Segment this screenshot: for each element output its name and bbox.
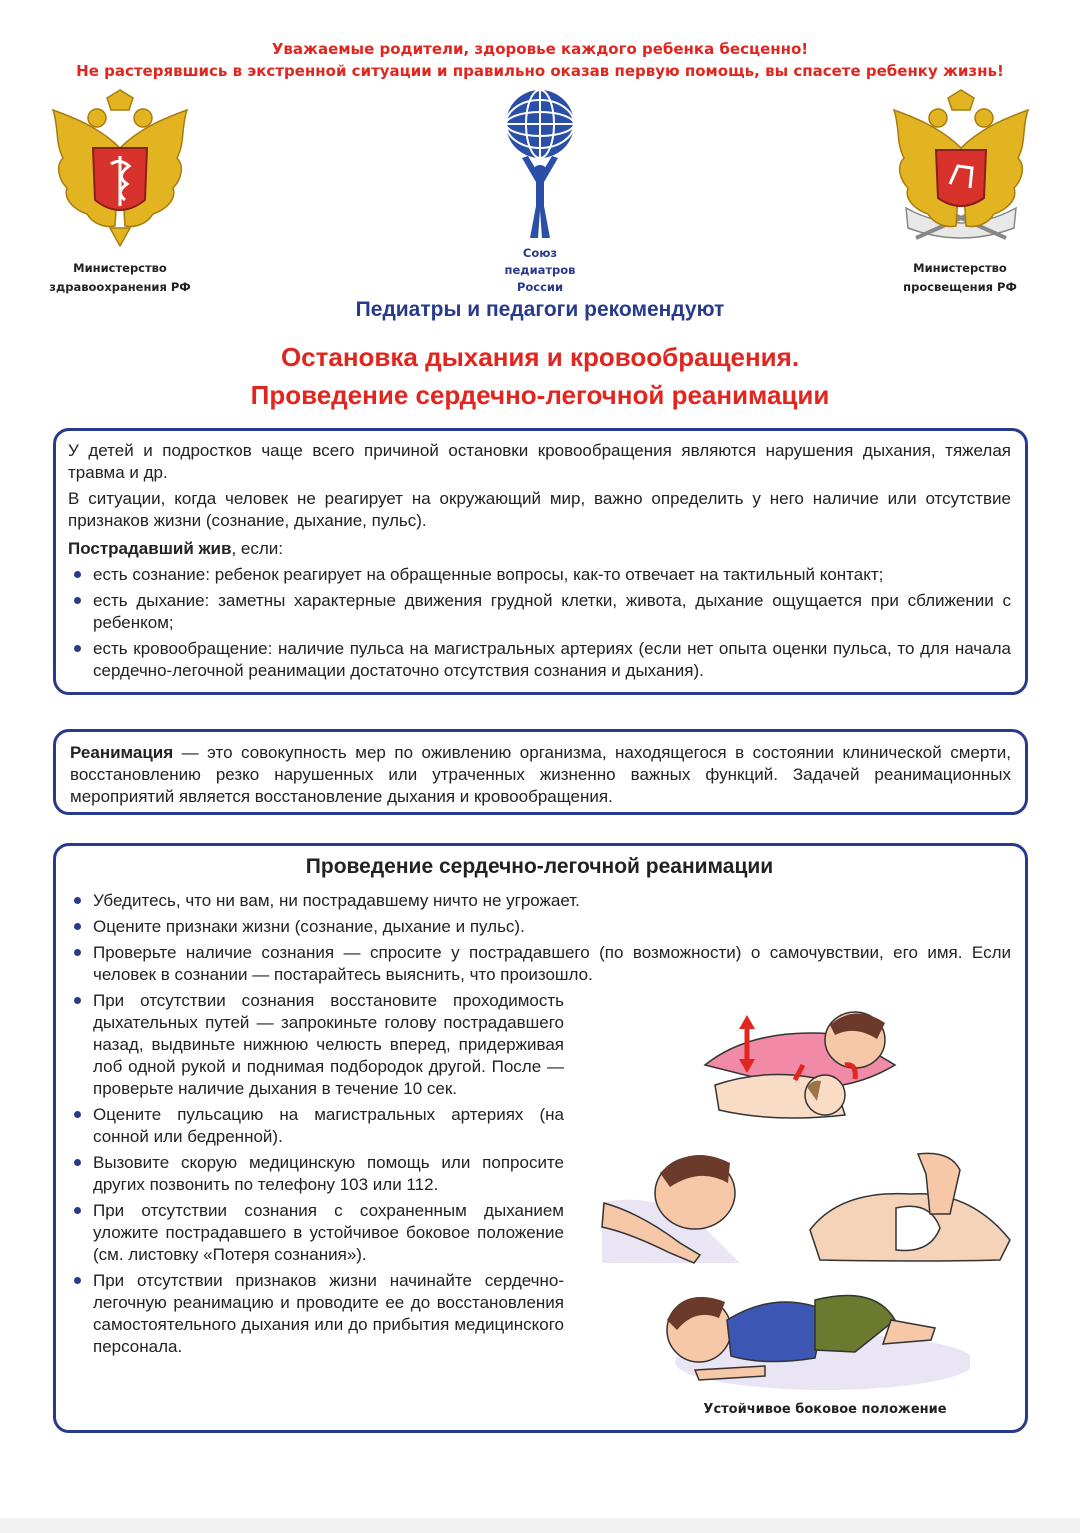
union-line1: Союз <box>522 246 558 260</box>
narrow-list <box>68 990 564 1358</box>
notice-line-1: Уважаемые родители, здоровье каждого ребенка бесценно! <box>271 40 809 58</box>
definition-paragraph <box>70 742 1011 808</box>
list-item: Убедитесь, что ни вам, ни пострадавшему ничто не угрожает. <box>68 890 1011 912</box>
list-item: При отсутствии признаков жизни начинайте сердечно-легочную реанимацию и проводите ее до восстановления самостоятельного дыхания или до прибытия медицинского персонала. <box>68 1270 564 1358</box>
list-item: есть кровообращение: наличие пульса на магистральных артериях (если нет опыта оценки пульса, то для начала сердечно-легочной реанимации достаточно отсутствия сознания и дыхания). <box>68 638 1011 682</box>
carotid-pulse-illustration <box>600 1143 760 1273</box>
alive-bold: Пострадавший жив <box>68 539 232 558</box>
definition-rest: — это совокупность мер по оживлению организма, находящегося в состоянии клинической смерти, восстановлению резко нарушенных или утраченных жизненно важных функций. Задачей реанимационных мероприятий является восстановление дыхания и кровообращения. <box>70 743 1011 806</box>
femoral-pulse-illustration <box>800 1150 1015 1270</box>
intro-paragraph-1: У детей и подростков чаще всего причиной остановки кровообращения являются нарушения дыхания, тяжелая травма и др. <box>68 441 1011 482</box>
list-item: Проверьте наличие сознания — спросите у пострадавшего (по возможности) о самочувствии, его имя. Если человек в сознании — постарайтесь выяснить, что произошло. <box>68 942 1011 986</box>
alive-condition <box>68 538 1011 560</box>
list-item: есть сознание: ребенок реагирует на обращенные вопросы, как-то отвечает на тактильный контакт; <box>68 564 1011 586</box>
recovery-position-caption: Устойчивое боковое положение <box>703 1402 947 1417</box>
ministry-health-line1: Министерство <box>73 261 167 275</box>
ministry-education-line1: Министерство <box>913 261 1007 275</box>
cpr-section-title: Проведение сердечно-легочной реанимации <box>305 855 774 878</box>
list-item: Оцените признаки жизни (сознание, дыхание и пульс). <box>68 916 1011 938</box>
ministry-health-label <box>35 259 205 297</box>
ministry-education-emblem-icon <box>886 88 1036 248</box>
header-notice <box>0 38 1080 82</box>
signs-of-life-box <box>53 428 1028 695</box>
list-item: При отсутствии сознания с сохраненным дыханием уложите пострадавшего в устойчивое боковое положение (см. листовку «Потеря сознания»). <box>68 1200 564 1266</box>
intro-paragraph-2: В ситуации, когда человек не реагирует на окружающий мир, важно определить у него наличие или отсутствие признаков жизни (сознание, дыхание, пульс). <box>68 489 1011 530</box>
ministry-education-label <box>875 259 1045 297</box>
reanimation-definition-box <box>53 729 1028 815</box>
title-line-1: Остановка дыхания и кровообращения. <box>280 342 800 372</box>
notice-line-2: Не растерявшись в экстренной ситуации и правильно оказав первую помощь, вы спасете ребенку жизнь! <box>76 62 1004 80</box>
title-line-2: Проведение сердечно-легочной реанимации <box>250 380 830 410</box>
ministry-health-line2: здравоохранения РФ <box>49 280 191 294</box>
ministry-health-emblem-icon <box>45 88 195 248</box>
list-item: При отсутствии сознания восстановите проходимость дыхательных путей — запрокиньте голову пострадавшего назад, выдвиньте нижнюю челюсть вперед, придерживая лоб одной рукой и поднимая подбородок другой. После — проверьте наличие дыхания в течение 10 сек. <box>68 990 564 1100</box>
recommend-heading: Педиатры и педагоги рекомендуют <box>355 298 725 321</box>
pediatric-union-label <box>480 245 600 296</box>
ministry-education-line2: просвещения РФ <box>903 280 1017 294</box>
page-title <box>0 338 1080 414</box>
list-item: Оцените пульсацию на магистральных артериях (на сонной или бедренной). <box>68 1104 564 1148</box>
list-item: есть дыхание: заметны характерные движения грудной клетки, живота, дыхание ощущается при сближении с ребенком; <box>68 590 1011 634</box>
pediatric-union-logo-icon <box>500 86 580 246</box>
union-line3: России <box>516 280 564 294</box>
airway-opening-illustration <box>695 1005 955 1125</box>
footer-strip <box>0 1518 1080 1533</box>
list-item: Вызовите скорую медицинскую помощь или попросите других позвонить по телефону 103 или 112. <box>68 1152 564 1196</box>
definition-bold: Реанимация <box>70 743 174 762</box>
union-line2: педиатров <box>504 263 576 277</box>
recovery-position-illustration <box>655 1280 970 1398</box>
alive-rest: , если: <box>231 539 283 558</box>
